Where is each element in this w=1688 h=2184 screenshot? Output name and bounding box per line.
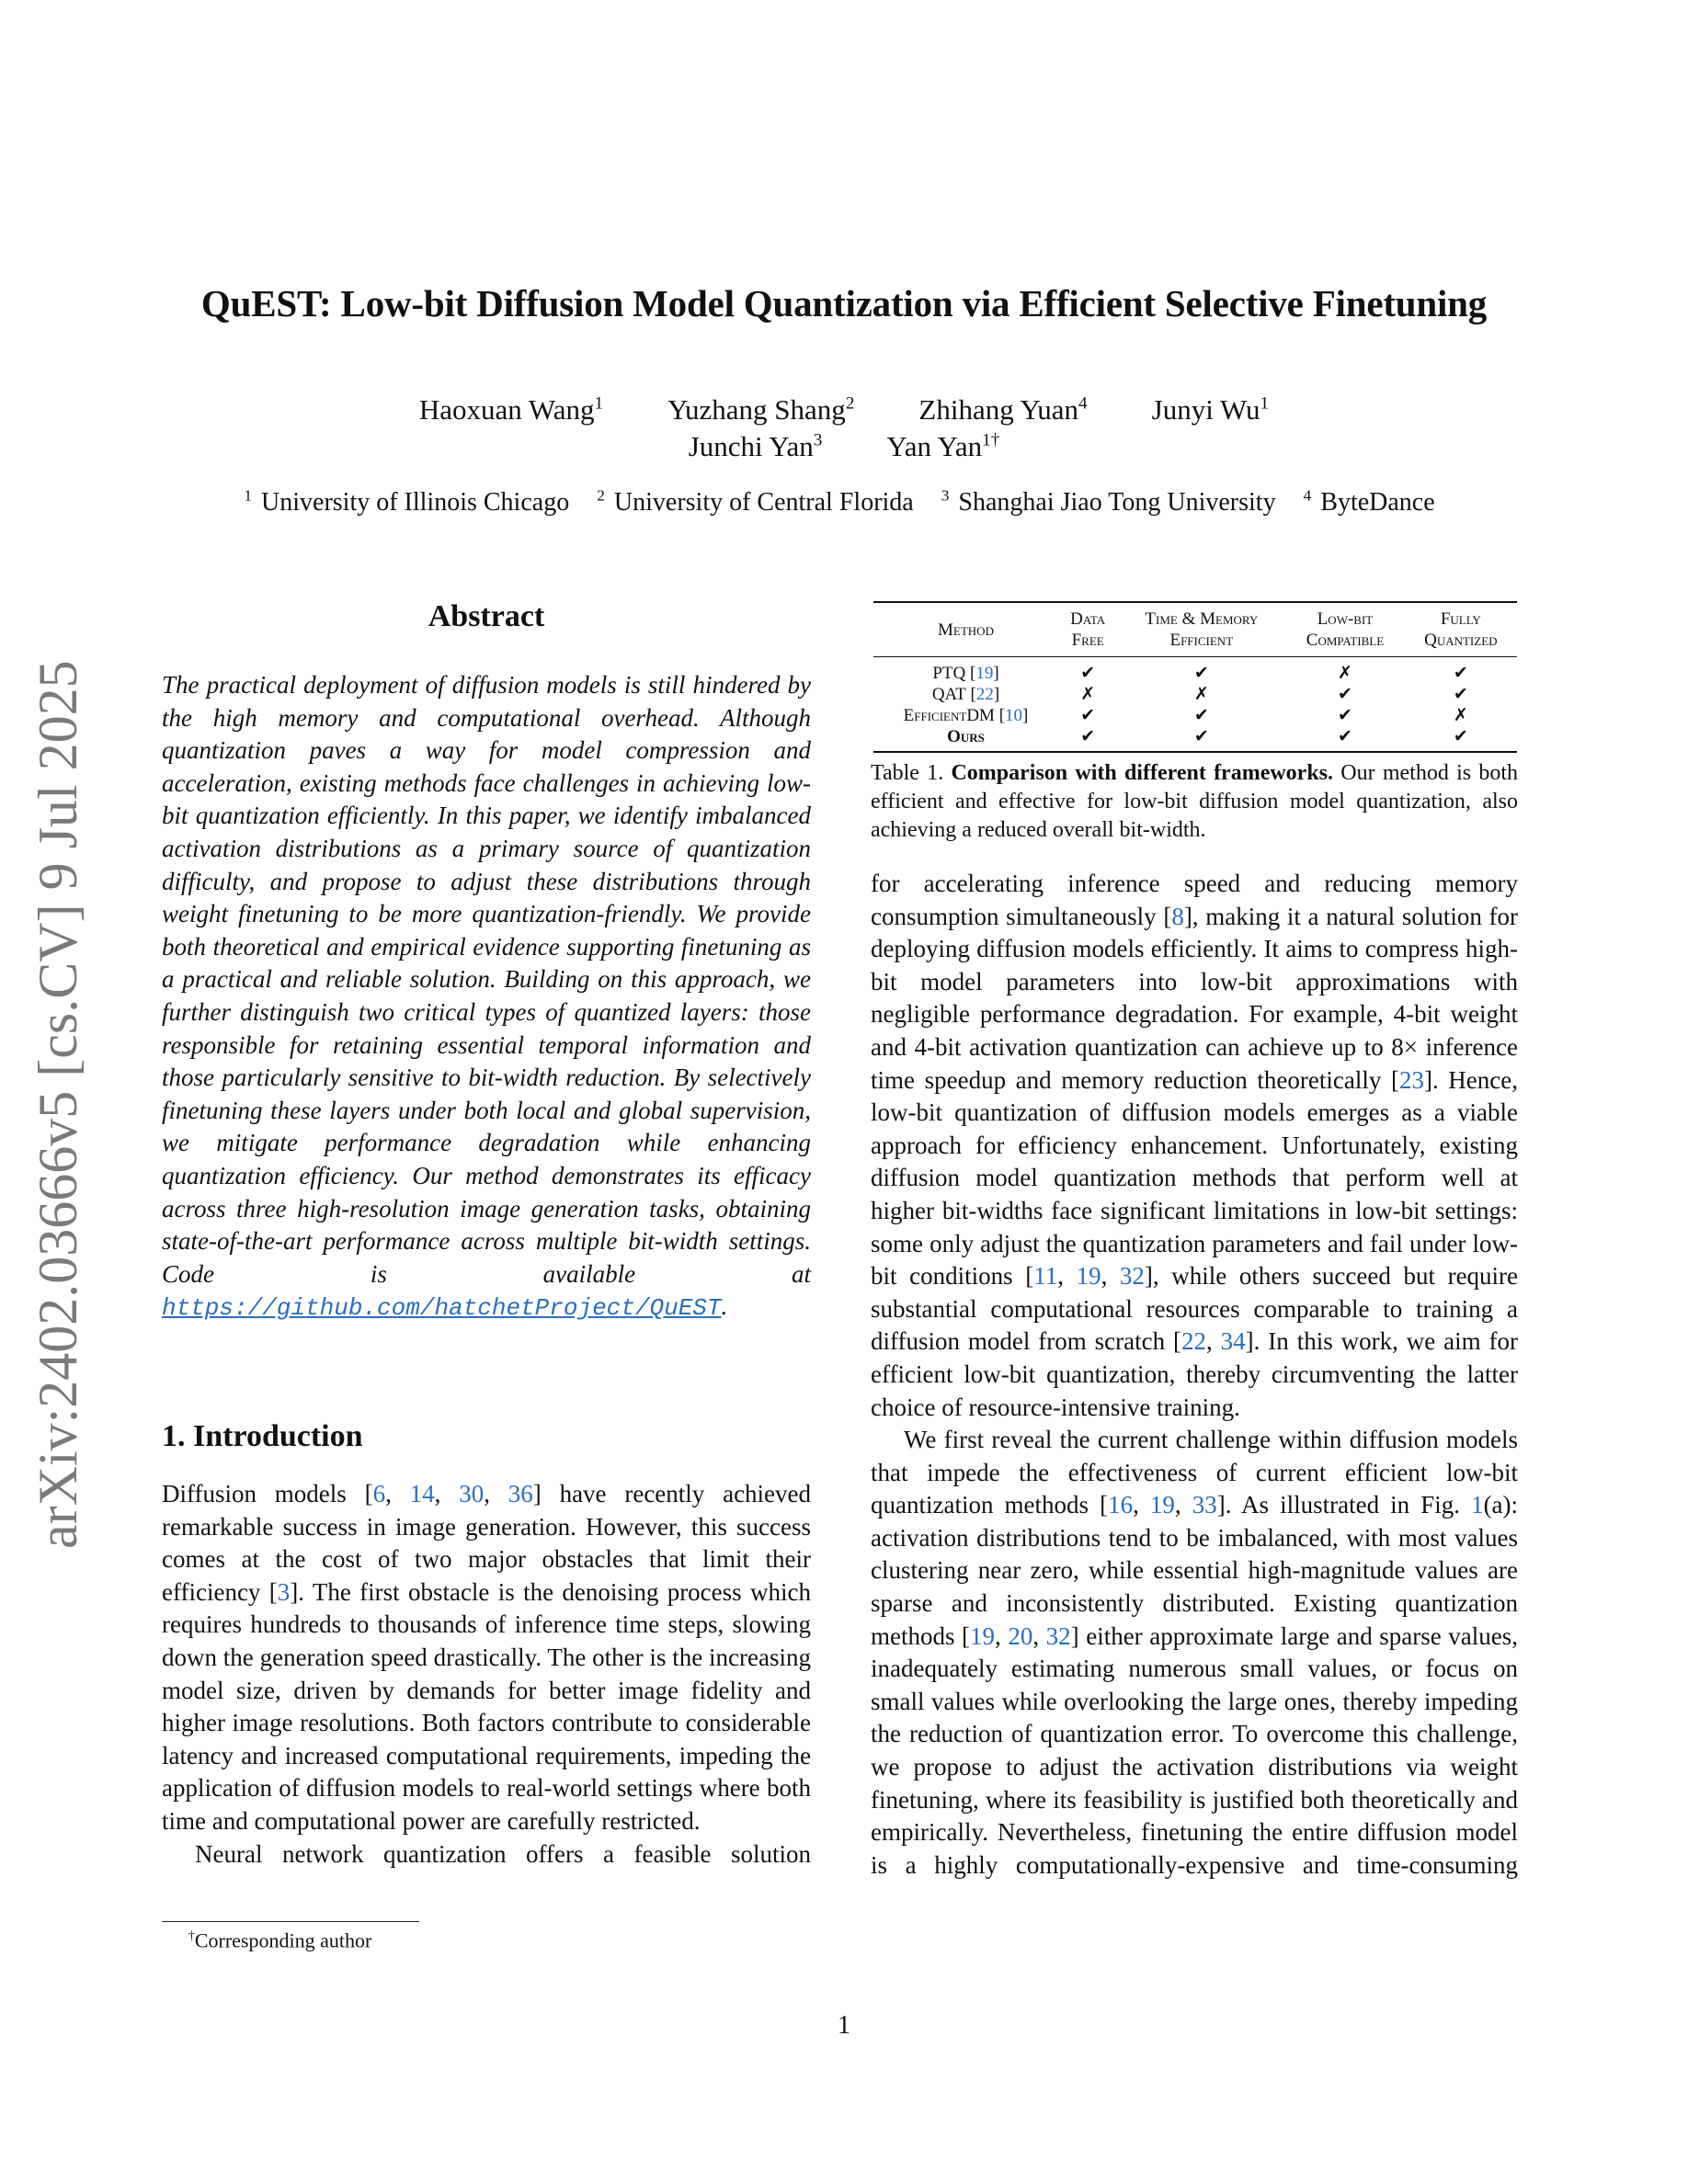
table-caption-bold: Comparison with different frameworks. bbox=[951, 761, 1334, 785]
code-link[interactable]: https://github.com/hatchetProject/QuEST bbox=[162, 1294, 722, 1323]
affiliation-mark: 4 bbox=[1303, 487, 1312, 505]
section-heading: 1. Introduction bbox=[162, 1419, 363, 1453]
text-run: ] either approximate large and sparse values, inadequately estimating numerous small values, or focus on small values while overlooking the large ones, thereby impeding the reduction of quantization error. To overcome this challenge, we propose to adjust the activation distributions via weight finetuning, where its feasibility is justified both theoretically and empirically. Nevertheless, finetuning the entire diffusion model is a highly computationally-expensive and time-consuming bbox=[871, 1621, 1519, 1879]
citation-link[interactable]: 10 bbox=[1005, 706, 1023, 725]
check-mark: ✔ bbox=[1080, 706, 1096, 725]
method-cell bbox=[873, 705, 1058, 726]
method-name: Ours bbox=[947, 727, 985, 746]
bracket: ] bbox=[993, 664, 999, 683]
footnote-mark: † bbox=[188, 1928, 195, 1942]
check-mark: ✔ bbox=[1453, 664, 1468, 683]
authors-row-1 bbox=[0, 393, 1688, 427]
column-header bbox=[1285, 602, 1404, 657]
check-mark: ✔ bbox=[1453, 685, 1468, 704]
affiliation-name: ByteDance bbox=[1320, 488, 1435, 518]
check-mark: ✔ bbox=[1193, 706, 1209, 725]
abstract-body bbox=[162, 669, 811, 1325]
author-name: Yuzhang Shang bbox=[667, 393, 846, 426]
citation-link[interactable]: 30 bbox=[459, 1480, 485, 1507]
column-header bbox=[1058, 602, 1117, 657]
citation-link[interactable]: 16 bbox=[1108, 1491, 1134, 1519]
citation-link[interactable]: 11 bbox=[1033, 1262, 1058, 1291]
citation-link[interactable]: 19 bbox=[1076, 1262, 1101, 1291]
text-run: ], making it a natural solution for deploying diffusion models efficiently. It aims to compress high-bit model parameters into low-bit approximations with negligible performance degradation. For example, 4-bit weight and 4-bit activation quantization can achieve up to 8× inference time speedup and memory reduction theoretically [ bbox=[871, 902, 1518, 1094]
author bbox=[419, 393, 603, 427]
citation-link[interactable]: 36 bbox=[508, 1480, 533, 1507]
table-row bbox=[873, 705, 1517, 726]
citation-link[interactable]: 19 bbox=[975, 664, 994, 683]
author bbox=[689, 430, 823, 463]
citation-link[interactable]: 23 bbox=[1398, 1065, 1424, 1094]
text-run: , bbox=[1206, 1327, 1221, 1356]
text-run: ]. Hence, low-bit quantization of diffusion models emerges as a viable approach for efficiency enhancement. Unfortunately, existing diffusion model quantization methods that perform well at higher bit-widths face significant limitations in low-bit settings: some only adjust the quantization parameters and fail under low-bit conditions [ bbox=[871, 1065, 1518, 1291]
text-run: , bbox=[1133, 1491, 1150, 1519]
paper-title: QuEST: Low-bit Diffusion Model Quantization via Efficient Selective Finetuning bbox=[200, 282, 1488, 324]
check-mark: ✔ bbox=[1080, 664, 1096, 683]
intro-paragraph-1 bbox=[162, 1478, 811, 1838]
bracket: ] bbox=[993, 685, 1000, 704]
affiliation-name: Shanghai Jiao Tong University bbox=[958, 488, 1276, 518]
column-header-line: Time & Memory bbox=[1145, 609, 1259, 629]
author-affiliation-mark: 4 bbox=[1078, 393, 1088, 414]
check-mark: ✔ bbox=[1338, 706, 1352, 725]
column-header-line: Fully bbox=[1440, 609, 1481, 629]
right-column-body bbox=[871, 868, 1518, 1882]
author-affiliation-mark: 1† bbox=[982, 430, 1000, 450]
text-run: , bbox=[1174, 1491, 1192, 1519]
citation-link[interactable]: 20 bbox=[1008, 1621, 1033, 1650]
author-name: Junchi Yan bbox=[688, 430, 814, 462]
abstract-heading: Abstract bbox=[428, 599, 545, 633]
footnote-rule bbox=[162, 1921, 419, 1922]
citation-link[interactable]: 1 bbox=[1471, 1491, 1484, 1519]
author bbox=[918, 393, 1087, 427]
cross-mark: ✗ bbox=[1338, 664, 1352, 683]
check-mark: ✔ bbox=[1193, 664, 1209, 683]
comparison-table bbox=[873, 601, 1517, 753]
author-name: Yan Yan bbox=[886, 430, 983, 462]
check-mark: ✔ bbox=[1193, 727, 1209, 746]
footnote-text: Corresponding author bbox=[194, 1928, 372, 1952]
affiliation-mark: 3 bbox=[941, 487, 950, 505]
text-run: Diffusion models [ bbox=[162, 1480, 373, 1507]
affiliation-mark: 1 bbox=[244, 487, 253, 505]
citation-link[interactable]: 34 bbox=[1220, 1327, 1246, 1356]
text-run: , bbox=[1057, 1262, 1077, 1291]
citation-link[interactable]: 22 bbox=[975, 685, 994, 704]
column-header bbox=[873, 602, 1058, 657]
citation-link[interactable]: 22 bbox=[1181, 1327, 1207, 1356]
text-run: We first reveal the current challenge within diffusion models that impede the effectiveness of current efficient low-bit quantization methods [ bbox=[871, 1426, 1518, 1519]
table-caption bbox=[871, 759, 1518, 845]
citation-link[interactable]: 32 bbox=[1045, 1621, 1071, 1650]
table-row bbox=[873, 726, 1517, 752]
citation-link[interactable]: 14 bbox=[409, 1480, 435, 1507]
bracket: [ bbox=[965, 685, 976, 704]
affiliation-mark: 2 bbox=[597, 487, 605, 505]
check-mark: ✔ bbox=[1338, 727, 1352, 746]
column-header-line: Free bbox=[1071, 631, 1104, 650]
author-name: Zhihang Yuan bbox=[918, 393, 1079, 426]
citation-link[interactable]: 3 bbox=[277, 1577, 291, 1606]
column-header-line: Compatible bbox=[1306, 631, 1385, 650]
page-number: 1 bbox=[838, 2011, 850, 2040]
affiliation bbox=[941, 488, 1285, 517]
author-affiliation-mark: 2 bbox=[845, 393, 855, 414]
cross-mark: ✗ bbox=[1080, 685, 1096, 704]
affiliation bbox=[244, 488, 578, 517]
bracket: [ bbox=[994, 706, 1006, 725]
column-header bbox=[1117, 602, 1285, 657]
abstract-text: The practical deployment of diffusion models is still hindered by the high memory and computational overhead. Although quantization paves a way for model compression and acceleration, existing methods face challenges in achieving low-bit quantization efficiently. In this paper, we identify imbalanced activation distributions as a primary source of quantization difficulty, and propose to adjust these distributions through weight finetuning to be more quantization-friendly. We provide both theoretical and empirical evidence supporting finetuning as a practical and reliable solution. Building on this approach, we further distinguish two critical types of quantized layers: those responsible for retaining essential temporal information and those particularly sensitive to bit-width reduction. By selectively finetuning these layers under both local and global supervision, we mitigate performance degradation while enhancing quantization efficiency. Our method demonstrates its efficacy across three high-resolution image generation tasks, obtaining state-of-the-art performance across multiple bit-width settings. Code is available at bbox=[162, 671, 811, 1288]
authors-row-2 bbox=[0, 430, 1688, 463]
column-header bbox=[1405, 602, 1517, 657]
check-mark: ✔ bbox=[1080, 727, 1096, 746]
text-run: , bbox=[434, 1480, 460, 1507]
cross-mark: ✗ bbox=[1453, 706, 1468, 725]
text-run: (a): activation distributions tend to be imbalanced, with most values clustering near zero, while essential high-magnitude values are sparse and inconsistently distributed. Existing quantization methods [ bbox=[871, 1491, 1519, 1650]
column-header-line: Low-bit bbox=[1317, 609, 1374, 629]
method-cell bbox=[873, 684, 1058, 705]
affiliations bbox=[0, 487, 1688, 518]
author-affiliation-mark: 1 bbox=[594, 393, 604, 414]
text-run: ] have recently achieved remarkable success in image generation. However, this success comes at the cost of two major obstacles that limit their efficiency [ bbox=[162, 1480, 812, 1606]
cross-mark: ✗ bbox=[1193, 685, 1209, 704]
column-header-line: Quantized bbox=[1424, 631, 1498, 650]
right-paragraph-1 bbox=[871, 868, 1518, 1424]
text-run: , bbox=[1032, 1621, 1046, 1650]
text-run: , bbox=[484, 1480, 508, 1507]
table-caption-label: Table 1. bbox=[871, 761, 944, 785]
text-run: ]. In this work, we aim for efficient low-bit quantization, thereby circumventing the latter choice of resource-intensive training. bbox=[871, 1327, 1519, 1421]
bracket: [ bbox=[965, 664, 976, 683]
column-header-line: Data bbox=[1070, 609, 1106, 629]
citation-link[interactable]: 19 bbox=[1149, 1491, 1175, 1519]
bracket: ] bbox=[1022, 706, 1029, 725]
right-paragraph-2 bbox=[871, 1424, 1518, 1882]
author bbox=[667, 393, 854, 427]
citation-link[interactable]: 6 bbox=[372, 1480, 386, 1507]
check-mark: ✔ bbox=[1453, 727, 1468, 746]
author-affiliation-mark: 3 bbox=[813, 430, 823, 450]
text-run: , bbox=[385, 1480, 410, 1507]
citation-link[interactable]: 33 bbox=[1192, 1491, 1217, 1519]
text-run: ], while others succeed but require substantial computational resources comparable to training a diffusion model from scratch [ bbox=[871, 1262, 1519, 1356]
author-affiliation-mark: 1 bbox=[1260, 393, 1270, 414]
abstract-end: . bbox=[721, 1292, 728, 1321]
text-run: ]. The first obstacle is the denoising process which requires hundreds to thousands of inference time steps, slowing down the generation speed drastically. The other is the increasing model size, driven by demands for better image fidelity and higher image resolutions. Both factors contribute to considerable latency and increased computational requirements, impeding the application of diffusion models to real-world settings where both time and computational power are carefully restricted. bbox=[162, 1577, 811, 1835]
author bbox=[1152, 393, 1270, 427]
column-header-line: Efficient bbox=[1169, 631, 1234, 650]
affiliation-name: University of Illinois Chicago bbox=[261, 488, 570, 518]
author-name: Haoxuan Wang bbox=[418, 393, 595, 426]
method-cell bbox=[873, 726, 1058, 752]
check-mark: ✔ bbox=[1338, 685, 1352, 704]
method-name: QAT bbox=[931, 685, 966, 704]
text-run: ]. As illustrated in Fig. bbox=[1216, 1491, 1472, 1519]
citation-link[interactable]: 19 bbox=[970, 1621, 996, 1650]
author bbox=[886, 430, 999, 463]
intro-paragraph-2: Neural network quantization offers a feasible solution bbox=[195, 1839, 811, 1868]
column-header-line: Method bbox=[938, 620, 994, 640]
text-run: for accelerating inference speed and reducing memory consumption simultaneously [ bbox=[871, 870, 1518, 930]
method-name: EfficientDM bbox=[903, 706, 995, 725]
arxiv-stamp: arXiv:2402.03666v5 [cs.CV] 9 Jul 2025 bbox=[28, 660, 88, 1549]
method-name: PTQ bbox=[932, 664, 966, 683]
affiliation-name: University of Central Florida bbox=[613, 488, 914, 518]
affiliation bbox=[597, 488, 923, 517]
table-header-row bbox=[873, 602, 1517, 657]
table-row bbox=[873, 657, 1517, 685]
footnote bbox=[188, 1928, 371, 1952]
text-run: , bbox=[1101, 1262, 1120, 1291]
citation-link[interactable]: 32 bbox=[1119, 1262, 1145, 1291]
intro-body bbox=[162, 1478, 811, 1871]
intro-heading bbox=[162, 1419, 811, 1454]
table-caption-text: Our method is both efficient and effective for low-bit diffusion model quantization, also achieving a reduced overall bit-width. bbox=[871, 761, 1518, 842]
citation-link[interactable]: 8 bbox=[1171, 902, 1184, 930]
text-run: , bbox=[995, 1621, 1009, 1650]
table-row bbox=[873, 684, 1517, 705]
method-cell bbox=[873, 657, 1058, 685]
affiliation bbox=[1304, 488, 1444, 517]
author-name: Junyi Wu bbox=[1151, 393, 1260, 426]
